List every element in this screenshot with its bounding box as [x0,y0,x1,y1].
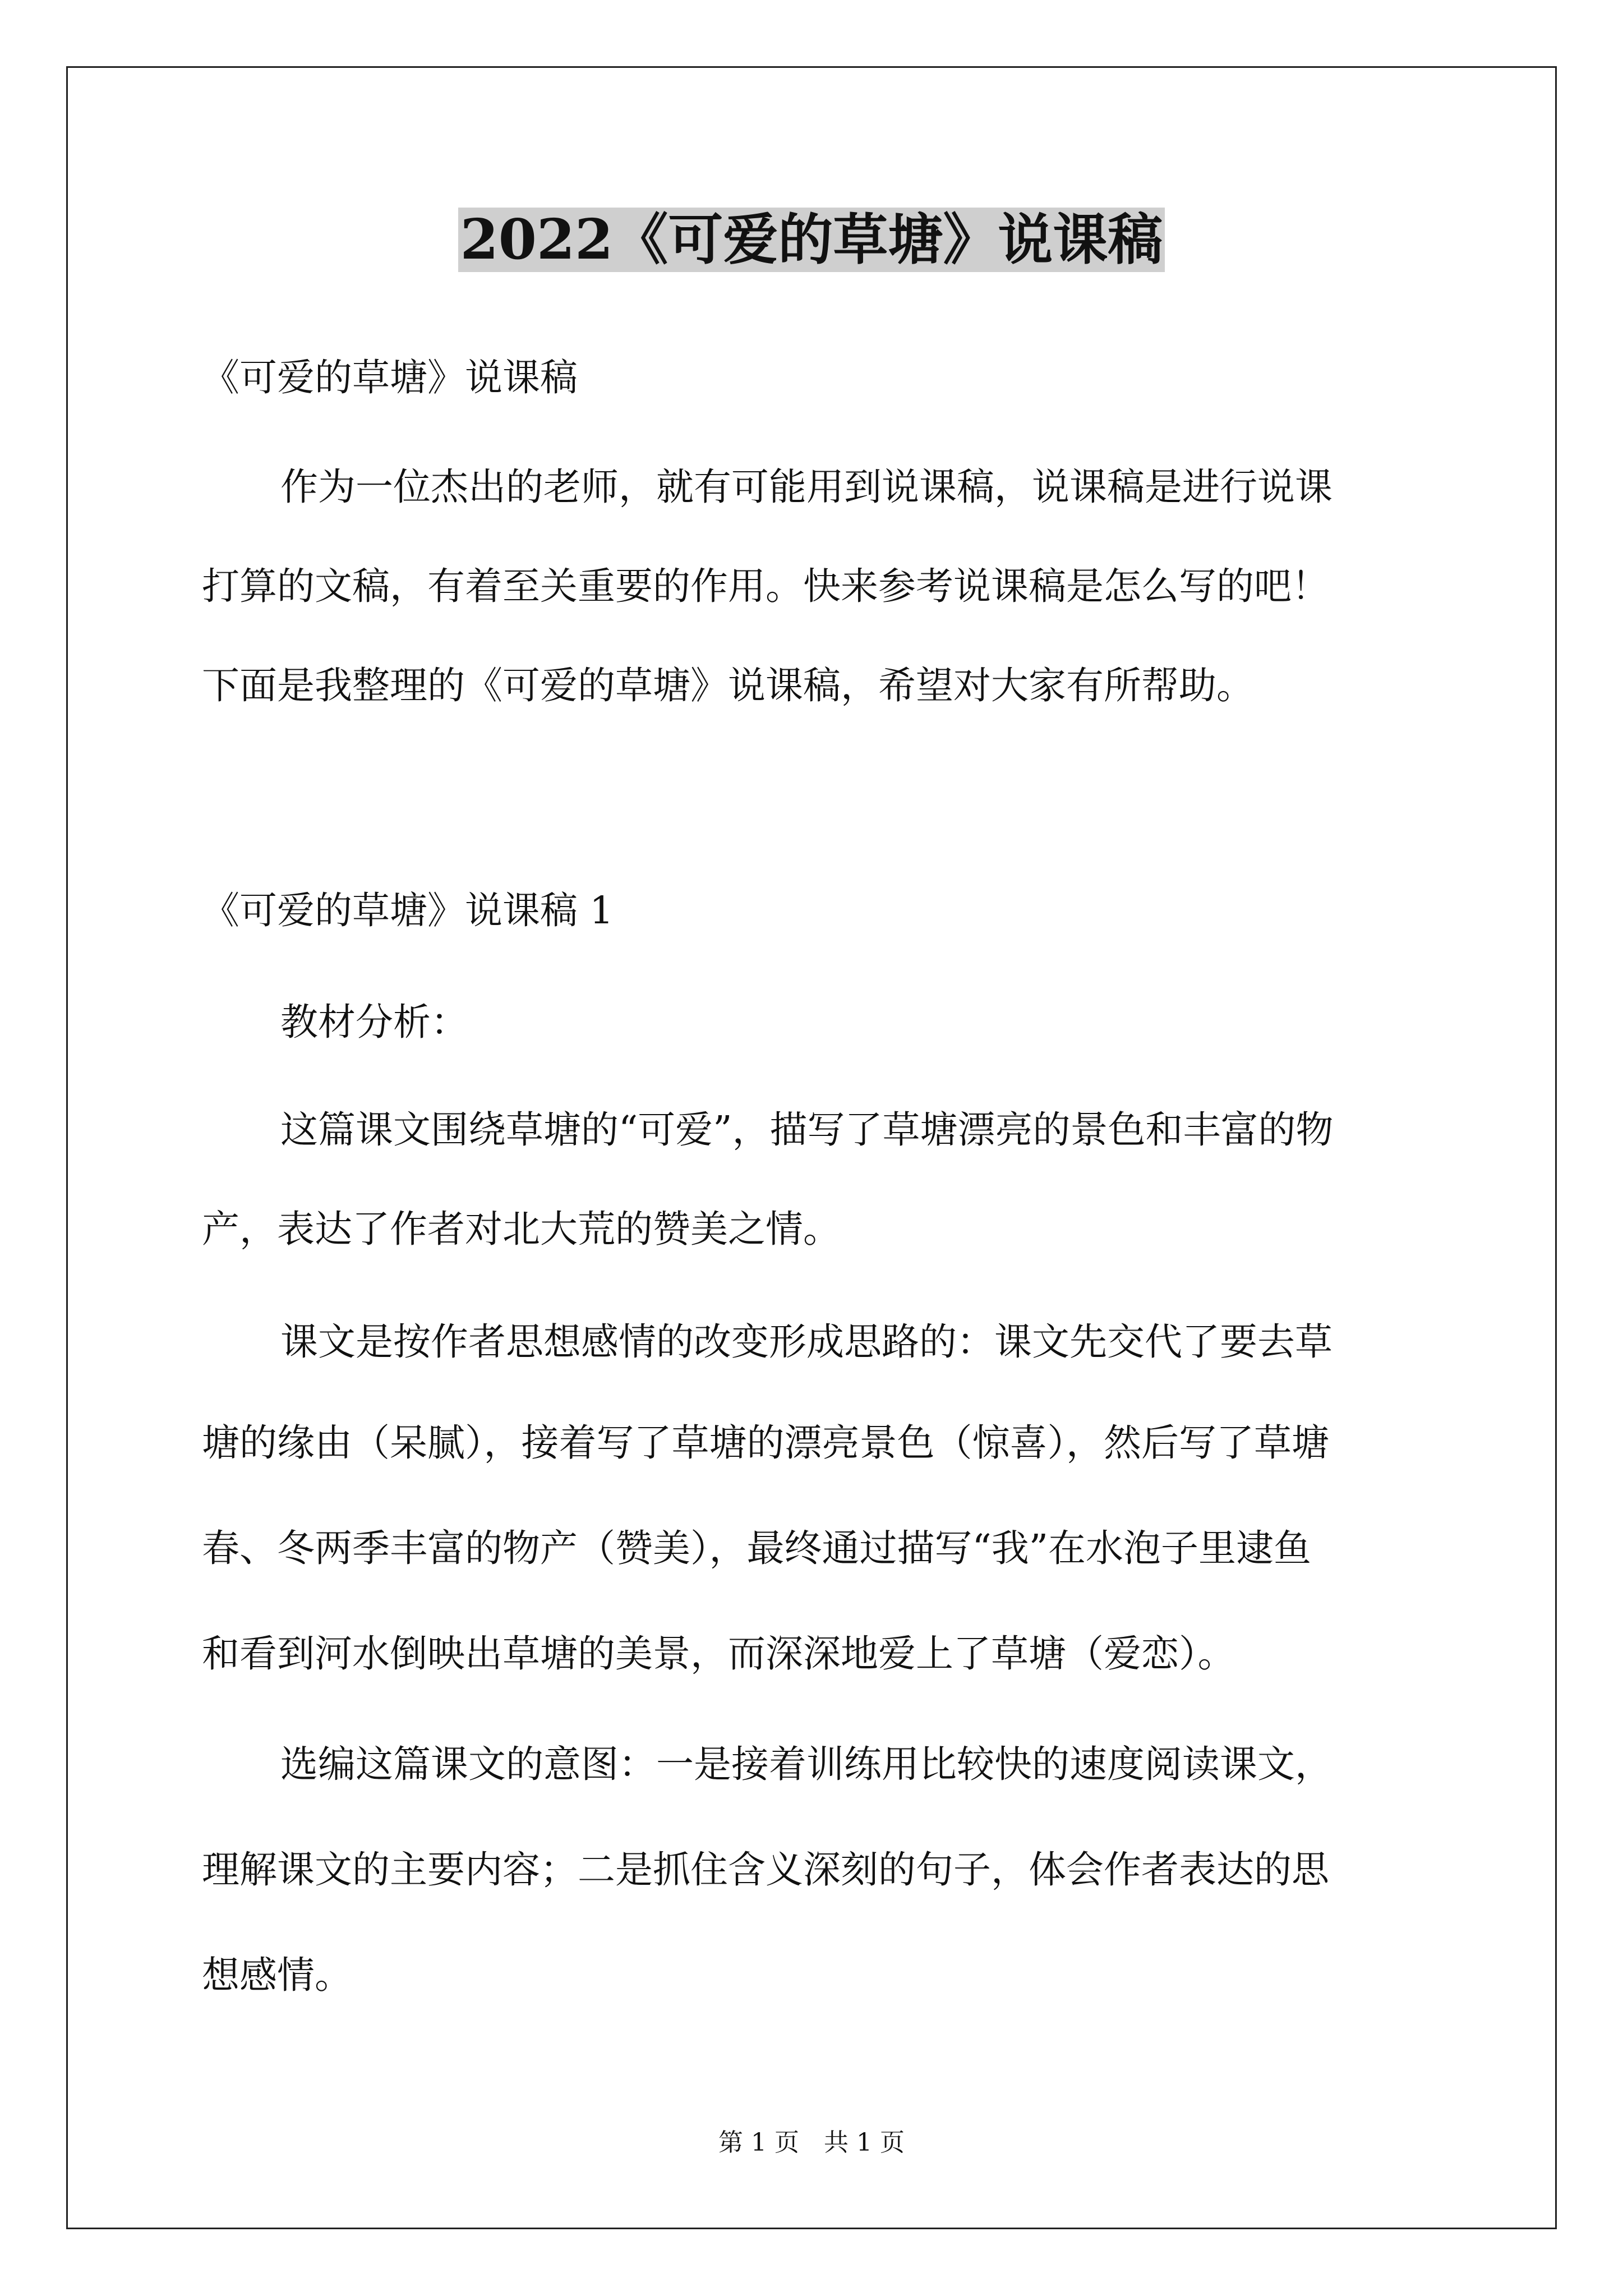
intro-line-1: 作为一位杰出的老师，就有可能用到说课稿，说课稿是进行说课 [280,465,1332,509]
section-subheading: 教材分析： [280,1000,468,1044]
para2-line-2: 塘的缘由（呆腻），接着写了草塘的漂亮景色（惊喜），然后写了草塘 [202,1421,1329,1465]
document-title-text: 2022《可爱的草塘》说课稿 [458,208,1165,272]
document-subtitle: 《可爱的草塘》说课稿 [202,356,578,399]
intro-line-2: 打算的文稿，有着至关重要的作用。快来参考说课稿是怎么写的吧！ [202,564,1329,608]
para3-line-3: 想感情。 [202,1953,352,1997]
page-footer: 第 1 页 共 1 页 [718,2128,905,2157]
document-title [0,201,1623,279]
para2-line-3: 春、冬两季丰富的物产（赞美），最终通过描写“我”在水泡子里逮鱼 [202,1526,1312,1570]
para3-line-2: 理解课文的主要内容；二是抓住含义深刻的句子，体会作者表达的思 [202,1848,1329,1892]
para1-line-1: 这篇课文围绕草塘的“可爱”，描写了草塘漂亮的景色和丰富的物 [280,1108,1334,1152]
intro-line-3: 下面是我整理的《可爱的草塘》说课稿，希望对大家有所帮助。 [202,664,1254,707]
para3-line-1: 选编这篇课文的意图：一是接着训练用比较快的速度阅读课文， [280,1742,1332,1786]
section-heading: 《可爱的草塘》说课稿 1 [202,889,614,932]
para1-line-2: 产，表达了作者对北大荒的赞美之情。 [202,1207,841,1251]
para2-line-4: 和看到河水倒映出草塘的美景，而深深地爱上了草塘（爱恋）。 [202,1632,1235,1676]
para2-line-1: 课文是按作者思想感情的改变形成思路的：课文先交代了要去草 [280,1320,1332,1364]
